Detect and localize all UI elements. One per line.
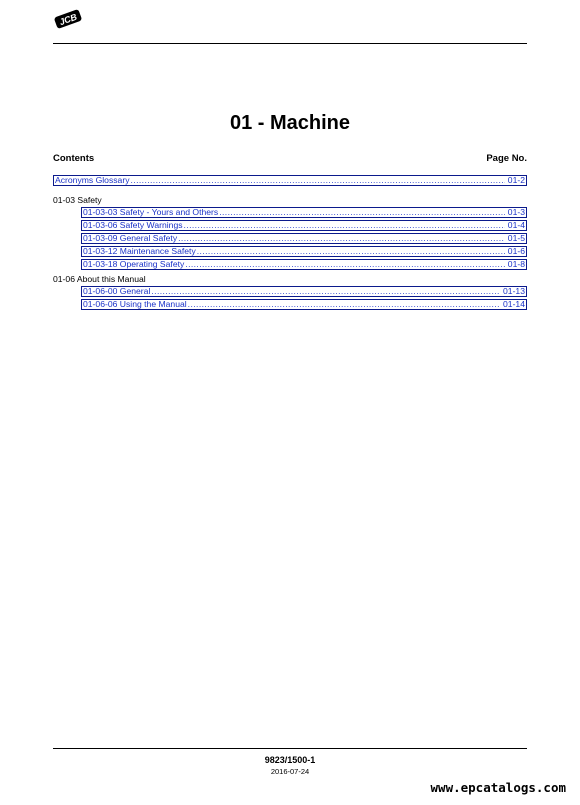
toc-link-page: 01-6 (507, 246, 525, 256)
page-title: 01 - Machine (229, 112, 351, 134)
dot-leader (151, 286, 500, 296)
toc-link-page: 01-13 (503, 286, 525, 296)
toc-link-label: 01-03-09 General Safety (83, 233, 178, 243)
dot-leader (185, 259, 505, 269)
toc-link-page: 01-8 (507, 259, 525, 269)
toc-link-label: 01-03-03 Safety - Yours and Others (83, 207, 219, 217)
toc-link-page: 01-2 (507, 175, 525, 185)
watermark: www.epcatalogs.com (430, 780, 566, 795)
table-of-contents (53, 175, 527, 310)
toc-link-operating-safety[interactable] (81, 259, 527, 270)
toc-link-page: 01-5 (507, 233, 525, 243)
dot-leader (178, 233, 505, 243)
toc-section-about-this-manual: 01-06 About this Manual (53, 274, 146, 284)
toc-link-general[interactable] (81, 286, 527, 297)
document-number: 9823/1500-1 (264, 755, 316, 765)
dot-leader (184, 220, 505, 230)
toc-link-label: 01-03-18 Operating Safety (83, 259, 185, 269)
jcb-logo (53, 9, 83, 29)
dot-leader (219, 207, 505, 217)
toc-link-page: 01-14 (503, 299, 525, 309)
dot-leader (131, 175, 505, 185)
page-no-heading: Page No. (486, 153, 527, 164)
toc-link-using-the-manual[interactable] (81, 299, 527, 310)
toc-link-page: 01-4 (507, 220, 525, 230)
toc-link-label: 01-06-06 Using the Manual (83, 299, 187, 309)
svg-text:JCB: JCB (57, 11, 79, 28)
dot-leader (188, 299, 500, 309)
toc-link-label: 01-03-06 Safety Warnings (83, 220, 183, 230)
toc-link-label: Acronyms Glossary (55, 175, 130, 185)
toc-link-label: 01-03-12 Maintenance Safety (83, 246, 196, 256)
contents-heading: Contents (53, 153, 95, 164)
toc-link-general-safety[interactable] (81, 233, 527, 244)
document-date: 2016-07-24 (270, 767, 310, 776)
toc-link-label: 01-06-00 General (83, 286, 151, 296)
toc-link-safety-warnings[interactable] (81, 220, 527, 231)
footer-divider (53, 748, 527, 749)
toc-link-maintenance-safety[interactable] (81, 246, 527, 257)
header-divider (53, 43, 527, 44)
toc-link-page: 01-3 (507, 207, 525, 217)
toc-link-acronyms-glossary[interactable] (53, 175, 527, 186)
toc-link-safety-yours-and-others[interactable] (81, 207, 527, 218)
dot-leader (197, 246, 505, 256)
toc-section-safety: 01-03 Safety (53, 195, 102, 205)
